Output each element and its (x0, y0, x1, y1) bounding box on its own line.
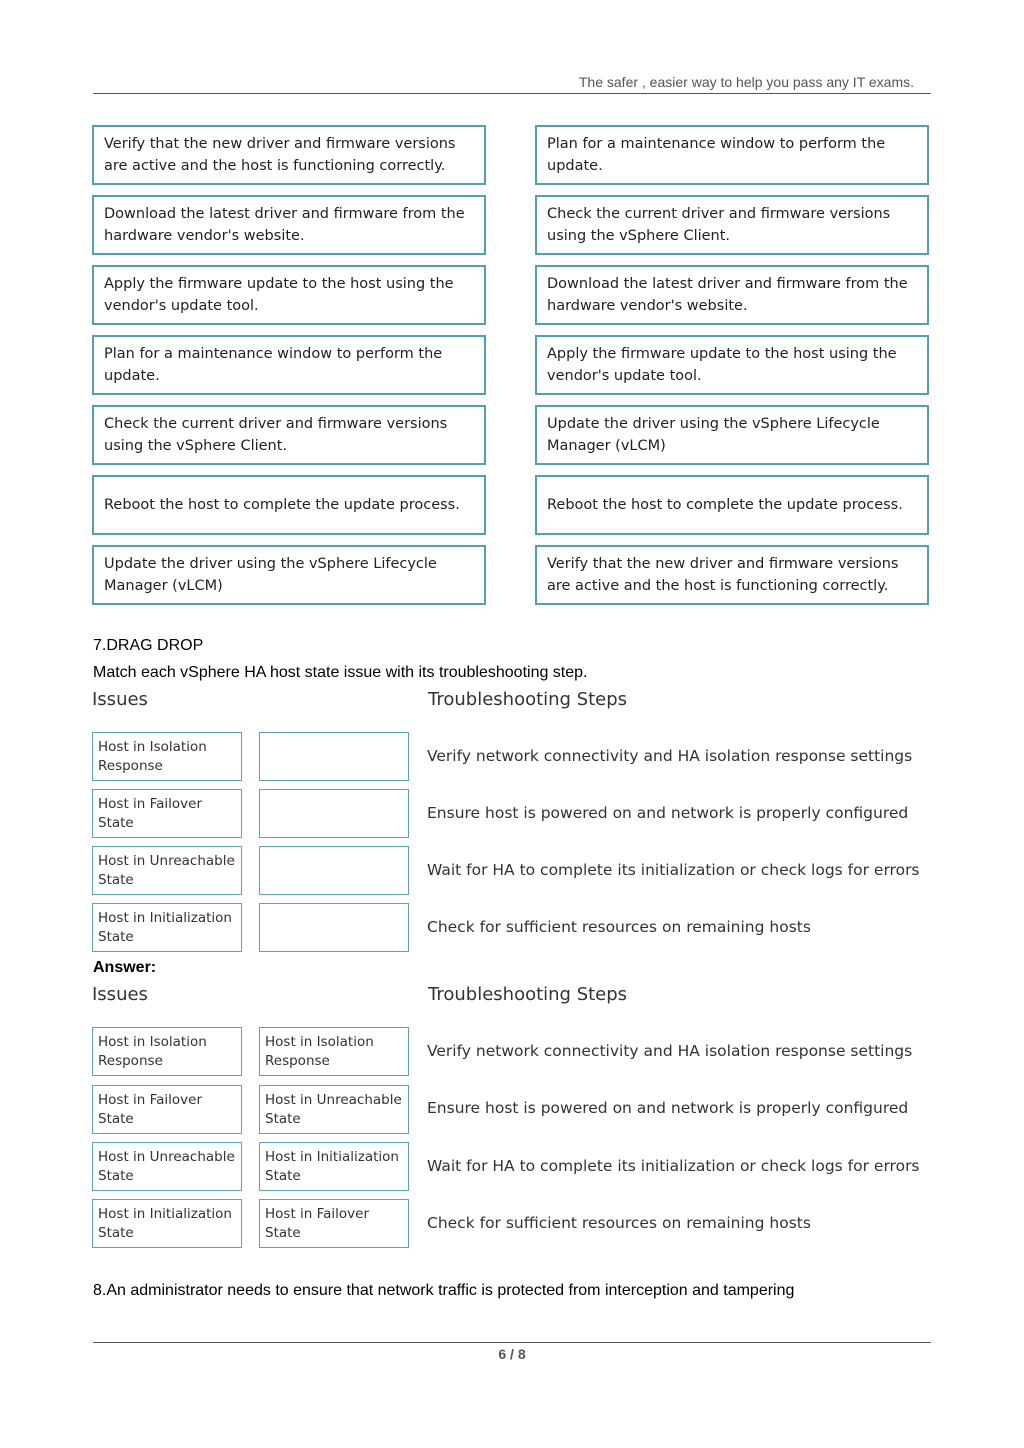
answer-step[interactable]: Plan for a maintenance window to perform the update. (535, 125, 929, 185)
header-rule (93, 93, 931, 94)
answer-item: Host in Initialization State (259, 1142, 409, 1191)
troubleshooting-step: Ensure host is powered on and network is properly configured (427, 804, 909, 822)
troubleshooting-step: Check for sufficient resources on remaining hosts (427, 918, 811, 936)
answer-step[interactable]: Check the current driver and firmware versions using the vSphere Client. (535, 195, 929, 255)
footer-rule (93, 1342, 931, 1343)
issue-item[interactable]: Host in Initialization State (92, 903, 242, 952)
drop-target[interactable] (259, 903, 409, 952)
troubleshooting-step: Ensure host is powered on and network is properly configured (427, 1099, 909, 1117)
troubleshooting-step: Verify network connectivity and HA isolation response settings (427, 747, 913, 765)
source-step[interactable]: Download the latest driver and firmware from the hardware vendor's website. (92, 195, 486, 255)
answer-item: Host in Failover State (259, 1199, 409, 1248)
issues-heading: Issues (92, 984, 148, 1005)
source-step[interactable]: Reboot the host to complete the update process. (92, 475, 486, 535)
issue-item[interactable]: Host in Failover State (92, 789, 242, 838)
issue-item: Host in Failover State (92, 1085, 242, 1134)
question-title: 7.DRAG DROP (93, 637, 204, 654)
steps-heading: Troubleshooting Steps (428, 984, 628, 1005)
source-step[interactable]: Verify that the new driver and firmware versions are active and the host is functioning correctly. (92, 125, 486, 185)
source-step[interactable]: Check the current driver and firmware versions using the vSphere Client. (92, 405, 486, 465)
source-step[interactable]: Update the driver using the vSphere Lifecycle Manager (vLCM) (92, 545, 486, 605)
answer-step[interactable]: Reboot the host to complete the update process. (535, 475, 929, 535)
drop-target[interactable] (259, 789, 409, 838)
troubleshooting-step: Check for sufficient resources on remaining hosts (427, 1214, 811, 1232)
page-number: 6 / 8 (498, 1346, 526, 1362)
answer-item: Host in Unreachable State (259, 1085, 409, 1134)
answer-item: Host in Isolation Response (259, 1027, 409, 1076)
source-step[interactable]: Plan for a maintenance window to perform the update. (92, 335, 486, 395)
issue-item: Host in Unreachable State (92, 1142, 242, 1191)
drop-target[interactable] (259, 732, 409, 781)
answer-label: Answer: (93, 959, 157, 976)
issue-item[interactable]: Host in Isolation Response (92, 732, 242, 781)
steps-source-column (92, 125, 486, 615)
drop-target[interactable] (259, 846, 409, 895)
answer-step[interactable]: Apply the firmware update to the host using the vendor's update tool. (535, 335, 929, 395)
answer-step[interactable]: Verify that the new driver and firmware versions are active and the host is functioning correctly. (535, 545, 929, 605)
source-step[interactable]: Apply the firmware update to the host using the vendor's update tool. (92, 265, 486, 325)
question-prompt: Match each vSphere HA host state issue with its troubleshooting step. (93, 664, 588, 681)
troubleshooting-step: Wait for HA to complete its initialization or check logs for errors (427, 861, 920, 879)
issue-item: Host in Initialization State (92, 1199, 242, 1248)
header-tagline: The safer , easier way to help you pass any IT exams. (578, 74, 914, 90)
issue-item[interactable]: Host in Unreachable State (92, 846, 242, 895)
issues-heading: Issues (92, 689, 148, 710)
troubleshooting-step: Wait for HA to complete its initialization or check logs for errors (427, 1157, 920, 1175)
steps-answer-column (535, 125, 929, 615)
question-text: 8.An administrator needs to ensure that network traffic is protected from interception and tampering (93, 1282, 795, 1299)
steps-heading: Troubleshooting Steps (428, 689, 628, 710)
troubleshooting-step: Verify network connectivity and HA isolation response settings (427, 1042, 913, 1060)
answer-step[interactable]: Update the driver using the vSphere Lifecycle Manager (vLCM) (535, 405, 929, 465)
issue-item: Host in Isolation Response (92, 1027, 242, 1076)
answer-step[interactable]: Download the latest driver and firmware from the hardware vendor's website. (535, 265, 929, 325)
